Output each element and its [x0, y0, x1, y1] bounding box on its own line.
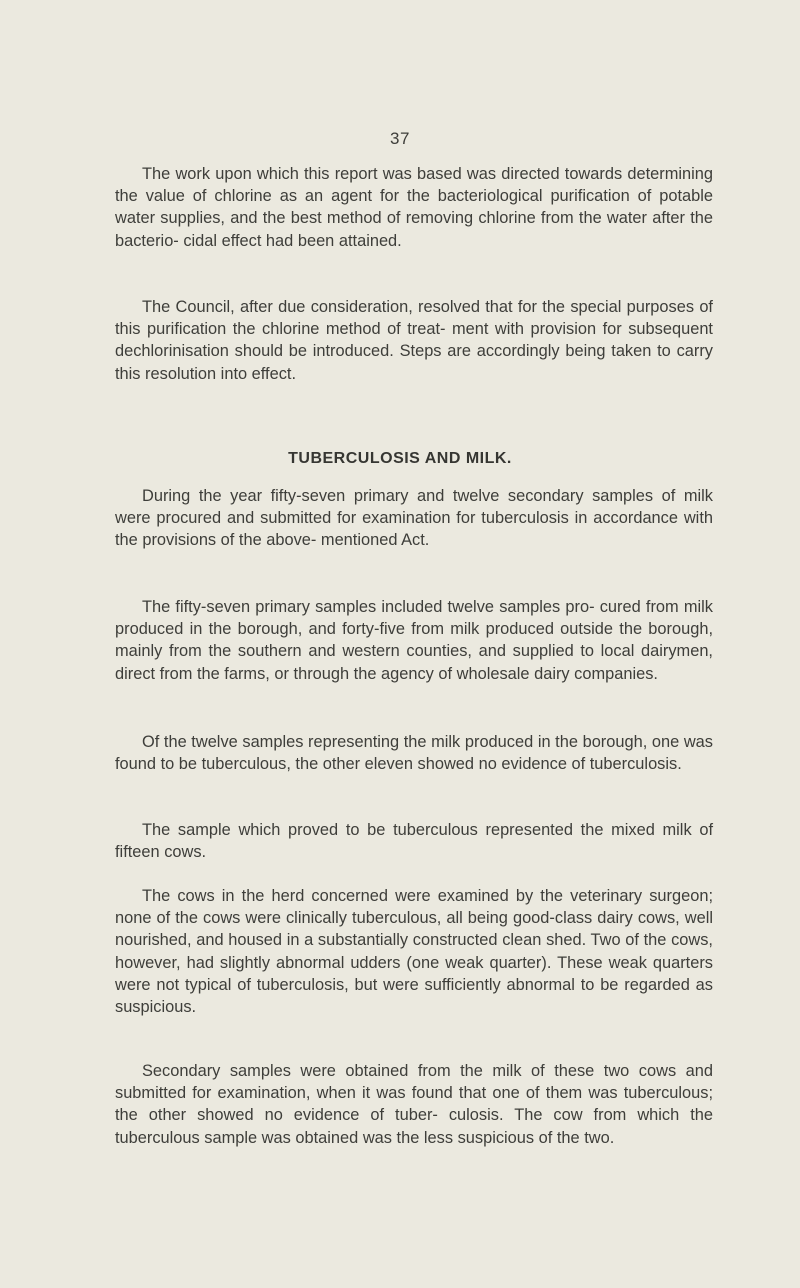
paragraph-tuberculous-sample [115, 819, 713, 863]
paragraph-text: The cows in the herd concerned were examined by the veterinary surgeon; none of the cows were clinically tuberculous, all being good-class dairy cows, well nourished, and housed in a substantially constructed clean shed. Two of the cows, however, had slightly abnormal udders (one weak quarter). These weak quarters were not typical of tuberculosis, but were sufficiently abnormal to be regarded as suspicious. [115, 887, 713, 1017]
paragraph-samples-procured [115, 485, 713, 552]
paragraph-text: The work upon which this report was based was directed towards determining the value of chlorine as an agent for the bacteriological purification of potable water supplies, and the best method of removing chlorine from the water after the bacterio- cidal effect had been attained. [115, 165, 713, 250]
paragraph-text: The fifty-seven primary samples included twelve samples pro- cured from milk produced in the borough, and forty-five from milk produced outside the borough, mainly from the southern and western counties, and supplied to local dairymen, direct from the farms, or through the agency of wholesale dairy companies. [115, 598, 713, 683]
paragraph-text: The Council, after due consideration, resolved that for the special purposes of this purification the chlorine method of treat- ment with provision for subsequent dechlorinisation should be introduced. Steps are accordingly being taken to carry this resolution into effect. [115, 298, 713, 383]
paragraph-herd-examination [115, 885, 713, 1018]
page-number: 37 [390, 129, 410, 148]
paragraph-borough-samples [115, 731, 713, 775]
paragraph-text: Secondary samples were obtained from the milk of these two cows and submitted for examination, when it was found that one of them was tuberculous; the other showed no evidence of tuber- culosis. The cow from which the tuberculous sample was obtained was the less suspicious of the two. [115, 1062, 713, 1147]
paragraph-primary-samples [115, 596, 713, 685]
paragraph-council-resolution [115, 296, 713, 385]
paragraph-secondary-samples [115, 1060, 713, 1149]
section-heading: TUBERCULOSIS AND MILK. [288, 450, 512, 467]
paragraph-text: Of the twelve samples representing the milk produced in the borough, one was found to be tuberculous, the other eleven showed no evidence of tuberculosis. [115, 733, 713, 774]
paragraph-text: The sample which proved to be tuberculous represented the mixed milk of fifteen cows. [115, 821, 713, 862]
paragraph-chlorine-work [115, 163, 713, 252]
paragraph-text: During the year fifty-seven primary and twelve secondary samples of milk were procured and submitted for examination for tuberculosis in accordance with the provisions of the above- mentioned Act. [115, 487, 713, 550]
